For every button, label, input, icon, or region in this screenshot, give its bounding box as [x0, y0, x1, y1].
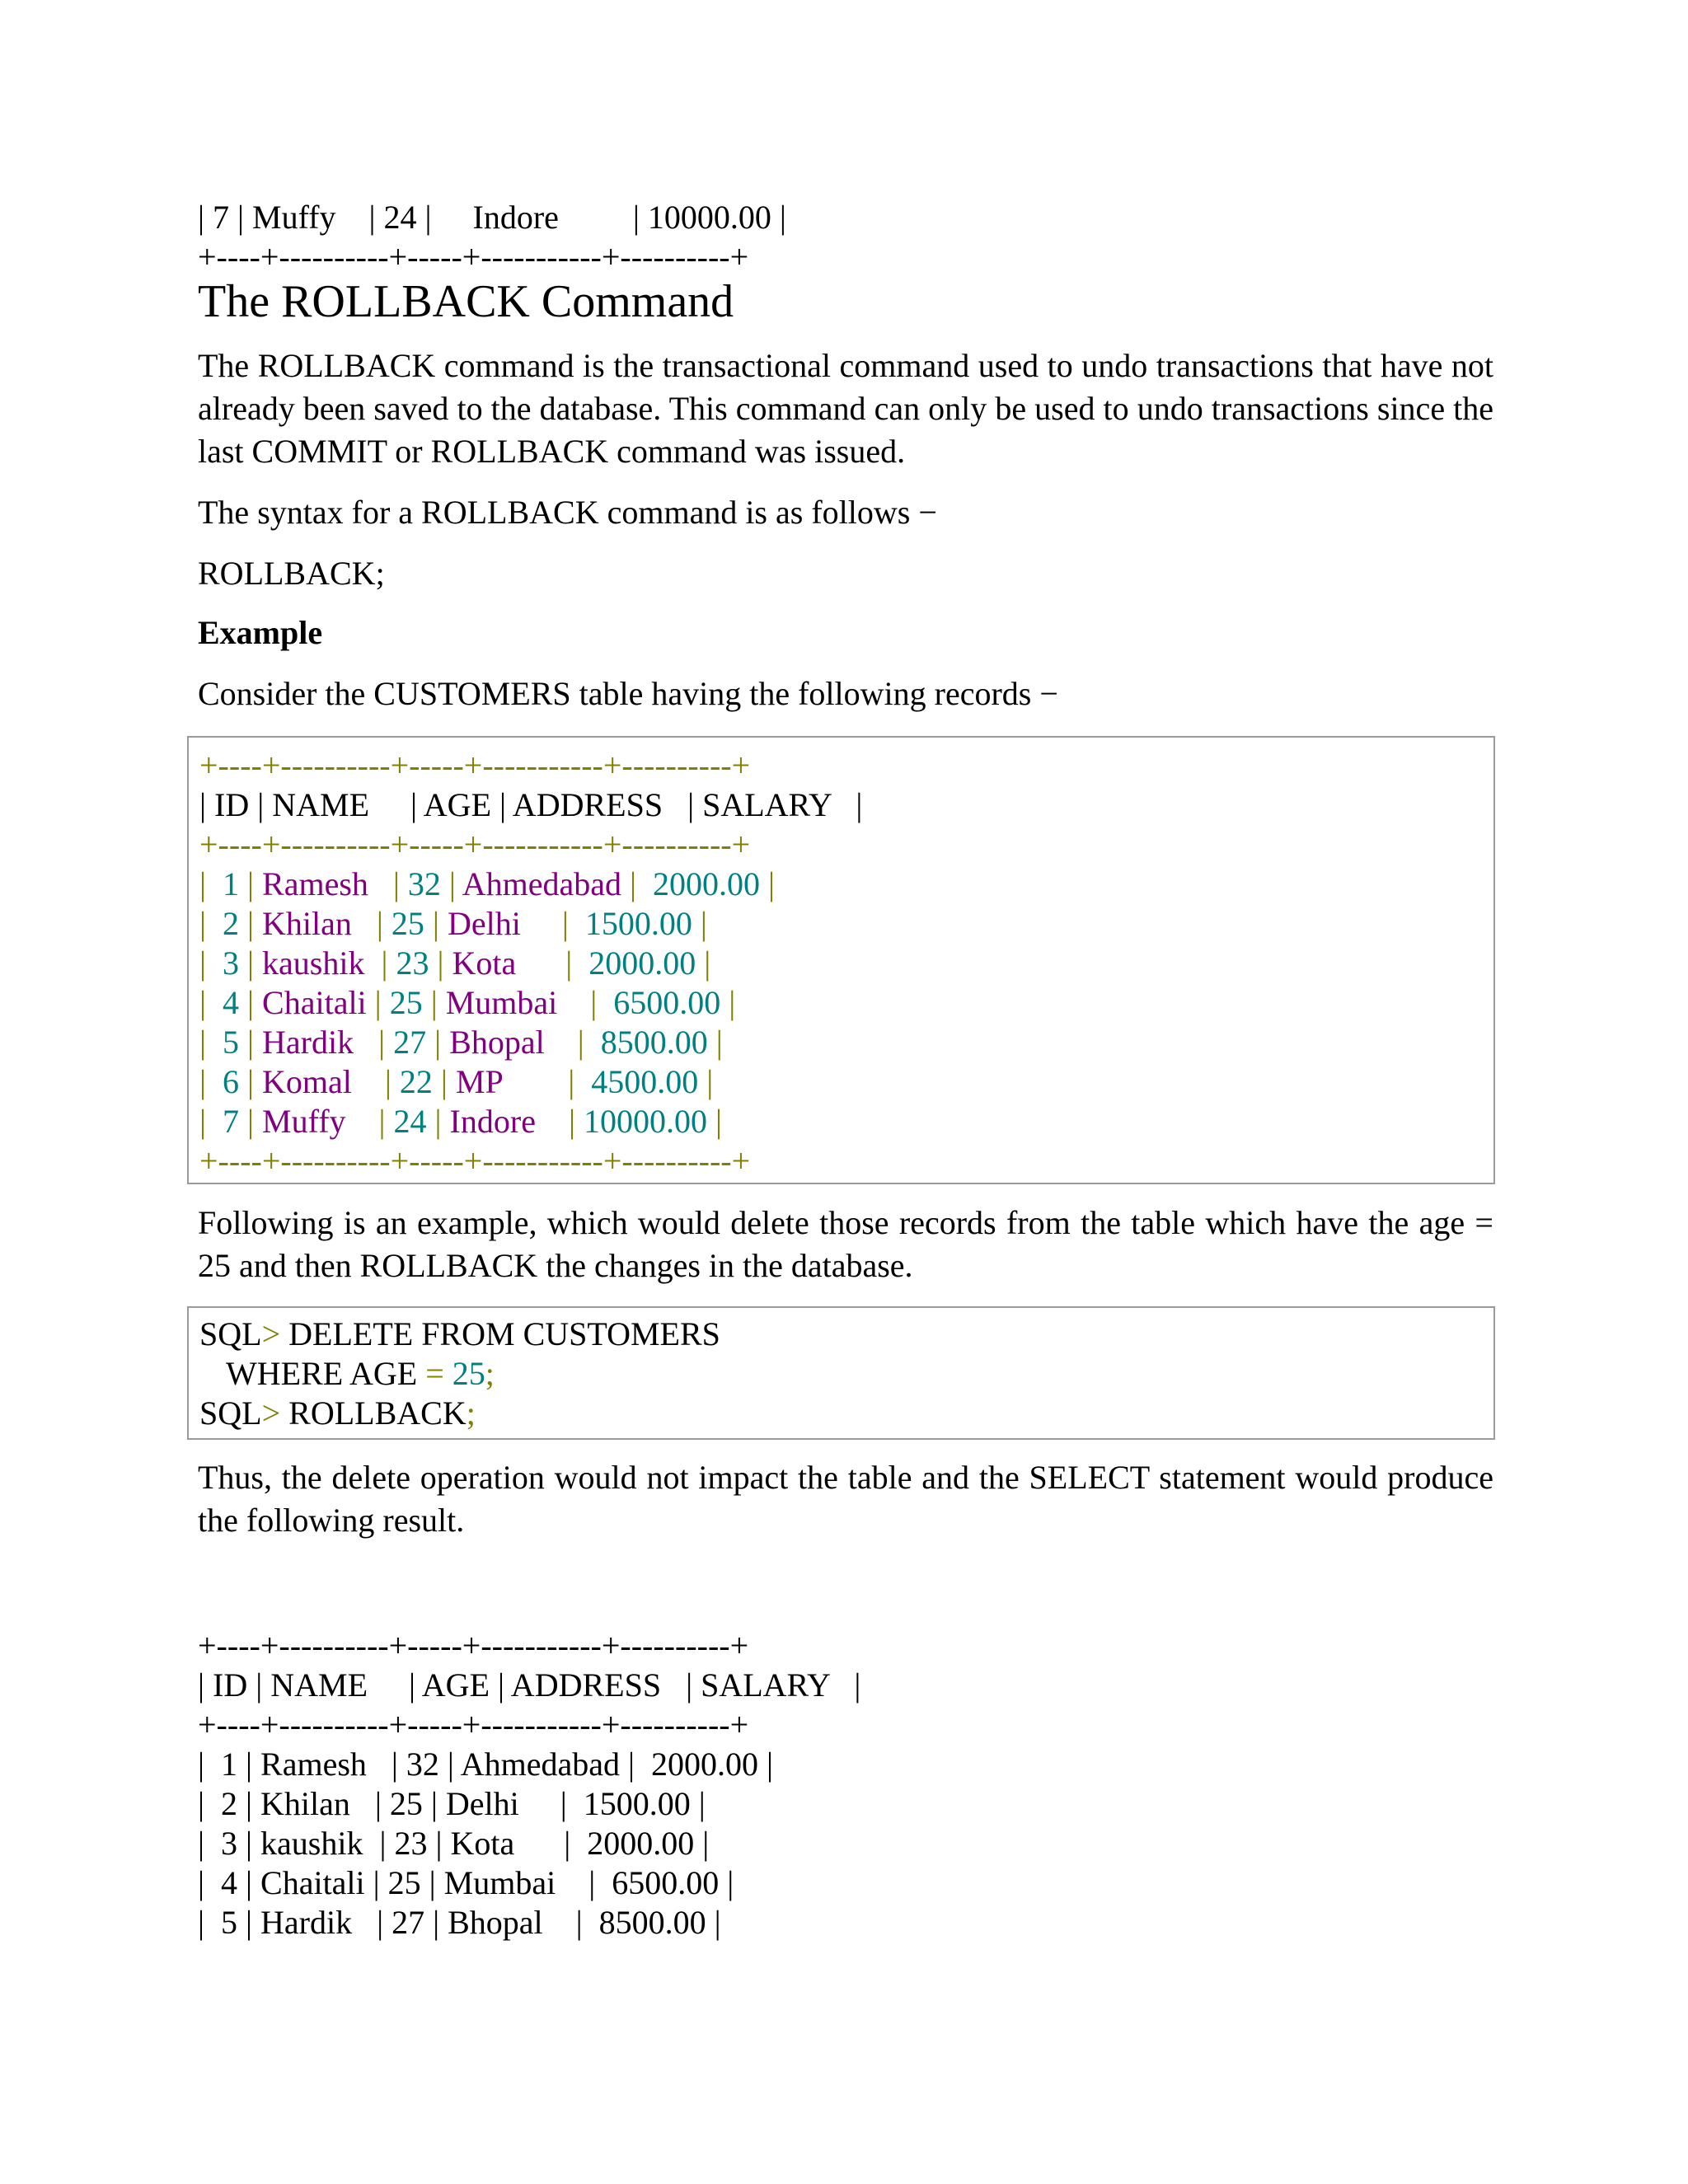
table-border-top: +----+----------+-----+-----------+----------+: [199, 747, 751, 784]
result-row: | 3 | kaushik | 23 | Kota | 2000.00 |: [198, 1825, 710, 1862]
sql-eq: =: [425, 1355, 444, 1392]
sql-semicolon: ;: [466, 1394, 476, 1432]
following-paragraph: Following is an example, which would delete those records from the table which have the age = 25 and then ROLLBACK the changes in the database.: [198, 1204, 1493, 1284]
sql-line-1: [199, 1315, 720, 1354]
sql-prompt: SQL: [199, 1394, 262, 1432]
sql-delete: DELETE FROM CUSTOMERS: [280, 1315, 720, 1352]
result-row: | 4 | Chaitali | 25 | Mumbai | 6500.00 |: [198, 1864, 734, 1901]
sql-where: WHERE AGE: [226, 1355, 426, 1392]
result-row: | 2 | Khilan | 25 | Delhi | 1500.00 |: [198, 1785, 706, 1822]
table-row: | 7 | Muffy | 24 | Indore | 10000.00 |: [199, 1103, 722, 1140]
table-row: | 6 | Komal | 22 | MP | 4500.00 |: [199, 1063, 714, 1100]
prev-table-row: | 7 | Muffy | 24 | Indore | 10000.00 |: [198, 199, 786, 236]
table-row: | 3 | kaushik | 23 | Kota | 2000.00 |: [199, 944, 711, 982]
sql-gt: >: [261, 1394, 281, 1432]
result-header: | ID | NAME | AGE | ADDRESS | SALARY |: [198, 1666, 861, 1704]
table-border-bottom: +----+----------+-----+-----------+----------+: [199, 1142, 751, 1179]
table-row: | 4 | Chaitali | 25 | Mumbai | 6500.00 |: [199, 984, 736, 1021]
intro-paragraph: The ROLLBACK command is the transactional command used to undo transactions that have not already been saved to the database. This command can only be used to undo transactions since the last COMMIT or ROLLBACK command was issued.: [198, 347, 1493, 470]
table-row: | 5 | Hardik | 27 | Bhopal | 8500.00 |: [199, 1024, 723, 1061]
sql-code-box: [187, 1306, 1495, 1440]
result-row: | 1 | Ramesh | 32 | Ahmedabad | 2000.00 |: [198, 1746, 773, 1783]
sql-gt: >: [261, 1315, 281, 1352]
result-border-top: +----+----------+-----+-----------+----------+: [198, 1627, 749, 1664]
section-heading: The ROLLBACK Command: [198, 276, 734, 327]
sql-rollback: ROLLBACK: [280, 1394, 467, 1432]
thus-paragraph: Thus, the delete operation would not impact the table and the SELECT statement would produce the following result.: [198, 1459, 1493, 1539]
example-label: Example: [198, 614, 323, 651]
sql-semicolon: ;: [485, 1355, 495, 1392]
result-border-mid: +----+----------+-----+-----------+----------+: [198, 1706, 749, 1743]
table-border-mid: +----+----------+-----+-----------+----------+: [199, 826, 751, 863]
syntax-code: ROLLBACK;: [198, 555, 385, 592]
customers-table-box: [187, 736, 1495, 1184]
prev-table-border: +----+----------+-----+-----------+----------+: [198, 238, 749, 275]
result-row: | 5 | Hardik | 27 | Bhopal | 8500.00 |: [198, 1904, 721, 1941]
syntax-intro: The syntax for a ROLLBACK command is as follows −: [198, 494, 937, 531]
table-header: | ID | NAME | AGE | ADDRESS | SALARY |: [199, 786, 863, 823]
sql-value: 25: [443, 1355, 485, 1392]
sql-prompt: SQL: [199, 1315, 262, 1352]
sql-line-3: [199, 1394, 476, 1433]
consider-text: Consider the CUSTOMERS table having the following records −: [198, 675, 1058, 712]
sql-line-2: [226, 1354, 495, 1394]
table-row: | 2 | Khilan | 25 | Delhi | 1500.00 |: [199, 905, 707, 942]
table-row: | 1 | Ramesh | 32 | Ahmedabad | 2000.00 |: [199, 865, 776, 902]
